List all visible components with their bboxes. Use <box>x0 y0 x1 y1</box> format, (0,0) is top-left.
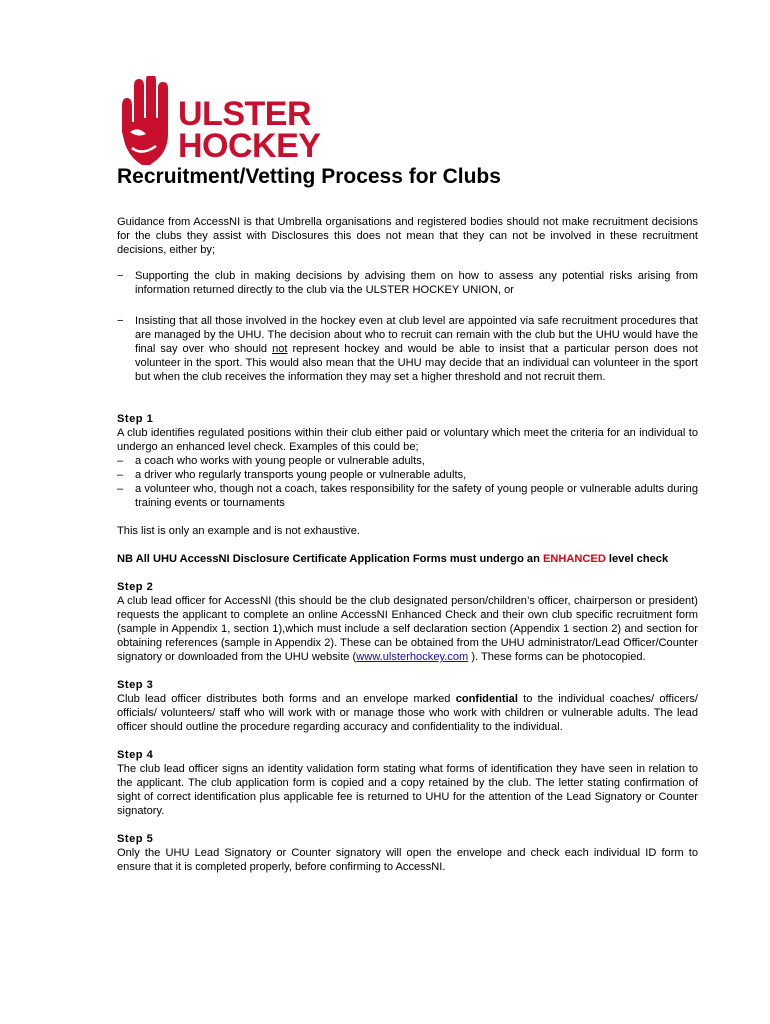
example-dash: – <box>117 469 124 481</box>
example-text: a volunteer who, though not a coach, takes responsibility for the safety of young people or vulnerable adults during training events or tournaments <box>135 483 698 509</box>
step1-text: A club identifies regulated positions within their club either paid or voluntary which meet the criteria for an individual to undergo an enhanced level check. Examples of this could be; <box>117 427 698 453</box>
option-dash: − <box>117 270 124 282</box>
step1-note: This list is only an example and is not exhaustive. <box>117 525 360 537</box>
ulster-hockey-logo <box>116 76 326 166</box>
step1-heading: Step 1 <box>117 413 154 425</box>
step2-text <box>117 594 698 664</box>
example-text: a driver who regularly transports young people or vulnerable adults, <box>135 469 467 481</box>
example-item <box>117 482 698 510</box>
logo-text-line2: HOCKEY <box>178 127 321 165</box>
nb-text-post: level check <box>605 553 669 565</box>
nb-notice <box>117 552 698 566</box>
option-text-post: represent hockey and would be able to insist that a particular person does not volunteer in the sport. This would also mean that the UHU may decide that an individual can volunteer in the sport but when the club receives the information they may set a higher threshold and not recruit them. <box>135 343 699 383</box>
nb-text-pre: NB All UHU AccessNI Disclosure Certificate Application Forms must undergo an <box>117 553 543 565</box>
page-title: Recruitment/Vetting Process for Clubs <box>117 165 501 188</box>
option-text: Supporting the club in making decisions by advising them on how to assess any potential risks arising from information returned directly to the club via the ULSTER HOCKEY UNION, or <box>135 270 698 296</box>
step2-text-post: ). These forms can be photocopied. <box>468 651 646 663</box>
option-text-pre: Insisting that all those involved in the hockey even at club level are appointed via safe recruitment procedures that are managed by the UHU. The decision about who to recruit can remain with the club but the UHU would have the final say over who should <box>135 315 698 355</box>
example-item <box>117 454 698 468</box>
step1-examples-list <box>117 454 698 510</box>
option-item <box>117 269 698 297</box>
step5-text: Only the UHU Lead Signatory or Counter signatory will open the envelope and check each individual ID form to ensure that it is completed properly, before confirming to AccessNI. <box>117 847 698 873</box>
ulsterhockey-link[interactable]: www.ulsterhockey.com <box>356 651 469 663</box>
option-dash: − <box>117 315 124 327</box>
example-item <box>117 468 698 482</box>
document-body <box>117 215 698 874</box>
example-dash: – <box>117 455 124 467</box>
step3-text <box>117 692 698 734</box>
step3-heading: Step 3 <box>117 679 154 691</box>
option-text-underlined: not <box>272 343 288 355</box>
step5-heading: Step 5 <box>117 833 154 845</box>
example-text: a coach who works with young people or vulnerable adults, <box>135 455 425 467</box>
step3-text-pre: Club lead officer distributes both forms and an envelope marked <box>117 693 456 705</box>
example-dash: – <box>117 483 124 495</box>
step2-text-pre: A club lead officer for AccessNI (this should be the club designated person/children’s officer, chairperson or president) requests the applicant to complete an online AccessNI Enhanced Check and their own club specific recruitment form (sample in Appendix 1, section 1),which must include a self declaration section (Appendix 1 section 2) and section for obtaining references (sample in Appendix 2). These can be obtained from the UHU administrator/Lead Officer/Counter signatory or downloaded from the UHU website ( <box>117 595 698 663</box>
step4-text: The club lead officer signs an identity validation form stating what forms of identification they have seen in relation to the applicant. The club application form is copied and a copy retained by the club. The letter stating confirmation of sight of correct identification plus applicable fee is returned to UHU for the attention of the Lead Signatory or Counter signatory. <box>117 763 698 817</box>
intro-paragraph: Guidance from AccessNI is that Umbrella organisations and registered bodies should not make recruitment decisions for the clubs they assist with Disclosures this does not mean that they can not be involved in these recruitment decisions, either by; <box>117 216 698 256</box>
options-list <box>117 269 698 384</box>
logo-text-line1: ULSTER <box>178 95 311 133</box>
raised-hand-icon <box>116 76 174 166</box>
option-item <box>117 314 698 384</box>
step3-bold: confidential <box>455 693 518 705</box>
step4-heading: Step 4 <box>117 749 154 761</box>
nb-highlight: ENHANCED <box>542 553 606 565</box>
step3-text-post: to the individual coaches/ officers/ officials/ volunteers/ staff who will work with or manage those who work with children or vulnerable adults. The lead officer should outline the procedure regarding accuracy and confidentiality to the individual. <box>117 693 698 733</box>
step2-heading: Step 2 <box>117 581 154 593</box>
